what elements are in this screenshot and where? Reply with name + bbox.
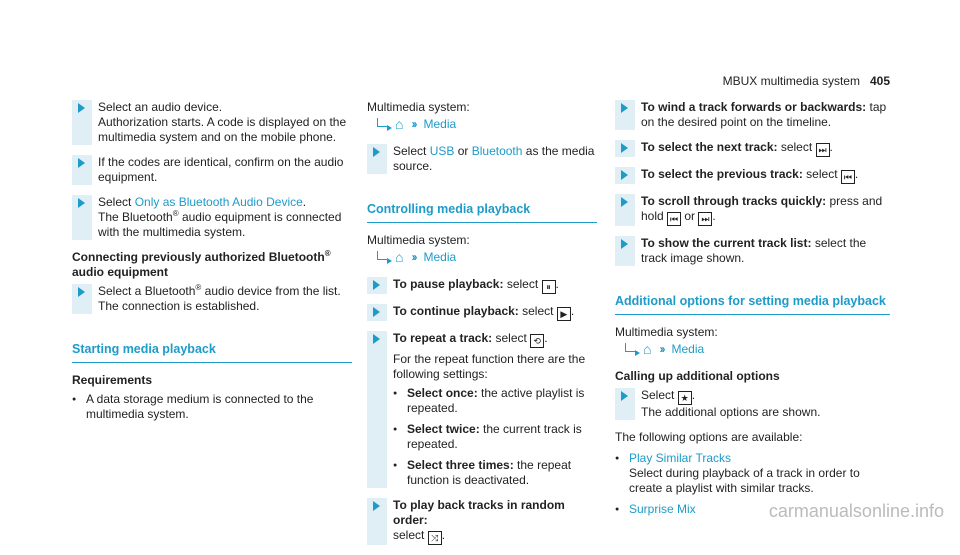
column-2: Multimedia system: ⌂ ›› Media Select USB or Bluetooth as the media source. Controlling media playback Multimedia system: ⌂ ›› Media To pause playback: select ⏸ . To continue playback: select ▶ . To repeat a track: select ⟲ . For the repeat function there are the following settings: ● Select once: the active playlist is repeated. ● Select twice: the current track is repeated. ● Select three times: the repeat function is deactivated. To play back tracks in random order: select ⤨ .	[367, 100, 597, 555]
list-item: ● A data storage medium is connected to the multimedia system.	[72, 392, 352, 422]
previous-track-icon: ⏮	[667, 212, 681, 226]
path-arrow-icon	[625, 343, 635, 352]
chevron-icon: ››	[411, 117, 416, 131]
step-arrow-icon	[78, 158, 85, 168]
subheading: Calling up additional options	[615, 369, 780, 383]
step: To play back tracks in random order: select ⤨ .	[367, 498, 597, 545]
step-arrow-icon	[78, 198, 85, 208]
step-arrow-icon	[373, 280, 380, 290]
step: To continue playback: select ▶ .	[367, 304, 597, 321]
step: To select the next track: select ⏭ .	[615, 140, 890, 157]
next-track-icon: ⏭	[816, 143, 830, 157]
step: Select Only as Bluetooth Audio Device. The Bluetooth® audio equipment is connected with the multimedia system.	[72, 195, 352, 240]
page-number: 405	[869, 74, 890, 88]
shuffle-icon: ⤨	[428, 531, 442, 545]
home-icon: ⌂	[395, 249, 404, 265]
step-arrow-icon	[621, 103, 628, 113]
section-name: MBUX multimedia system	[722, 74, 860, 88]
step: Select ★ . The additional options are shown.	[615, 388, 890, 420]
previous-track-icon: ⏮	[841, 170, 855, 184]
list-item: ● Select three times: the repeat function is deactivated.	[393, 458, 597, 488]
step: Select USB or Bluetooth as the media source.	[367, 144, 597, 174]
step-arrow-icon	[78, 103, 85, 113]
step-arrow-icon	[621, 143, 628, 153]
step: Select a Bluetooth® audio device from the list. The connection is established.	[72, 284, 352, 314]
menu-link-only-bluetooth: Only as Bluetooth Audio Device	[134, 195, 303, 209]
list-item: ● Play Similar Tracks Select during playback of a track in order to create a playlist with similar tracks.	[615, 451, 890, 496]
list-item: ● Surprise Mix	[615, 502, 890, 517]
step: To repeat a track: select ⟲ . For the repeat function there are the following settings: ● Select once: the active playlist is repeated. ● Select twice: the current track is repeated. ● Select three times: the repeat function is deactivated.	[367, 331, 597, 488]
step: To scroll through tracks quickly: press and hold ⏮ or ⏭ .	[615, 194, 890, 226]
subheading: Connecting previously authorized Bluetooth® audio equipment	[72, 249, 331, 279]
chevron-icon: ››	[659, 342, 664, 356]
step: Select an audio device. Authorization starts. A code is displayed on the multimedia system and on the mobile phone.	[72, 100, 352, 145]
step-arrow-icon	[373, 307, 380, 317]
step-arrow-icon	[373, 501, 380, 511]
step-arrow-icon	[373, 334, 380, 344]
next-track-icon: ⏭	[698, 212, 712, 226]
play-icon: ▶	[557, 307, 571, 321]
step-arrow-icon	[373, 147, 380, 157]
menu-path: ⌂ ›› Media	[377, 250, 597, 265]
menu-path: ⌂ ›› Media	[377, 117, 597, 132]
requirements-heading: Requirements	[72, 373, 153, 387]
pause-icon: ⏸	[542, 280, 556, 294]
list-item: ● Select once: the active playlist is repeated.	[393, 386, 597, 416]
step-arrow-icon	[621, 197, 628, 207]
section-title: Starting media playback	[72, 342, 352, 363]
section-title: Additional options for setting media playback	[615, 294, 890, 315]
step: To pause playback: select ⏸ .	[367, 277, 597, 294]
step-arrow-icon	[78, 287, 85, 297]
step: If the codes are identical, confirm on the audio equipment.	[72, 155, 352, 185]
list-item: ● Select twice: the current track is repeated.	[393, 422, 597, 452]
star-icon: ★	[678, 391, 692, 405]
chevron-icon: ››	[411, 250, 416, 264]
step: To select the previous track: select ⏮ .	[615, 167, 890, 184]
column-1	[72, 100, 352, 428]
step-arrow-icon	[621, 170, 628, 180]
home-icon: ⌂	[395, 116, 404, 132]
section-title: Controlling media playback	[367, 202, 597, 223]
menu-path: ⌂ ›› Media	[625, 342, 890, 357]
path-arrow-icon	[377, 251, 387, 260]
step-arrow-icon	[621, 391, 628, 401]
step: To show the current track list: select the track image shown.	[615, 236, 890, 266]
home-icon: ⌂	[643, 341, 652, 357]
step: To wind a track forwards or backwards: tap on the desired point on the timeline.	[615, 100, 890, 130]
repeat-icon: ⟲	[530, 334, 544, 348]
step-arrow-icon	[621, 239, 628, 249]
page-header	[723, 74, 890, 89]
watermark: carmanualsonline.info	[768, 501, 944, 521]
path-arrow-icon	[377, 118, 387, 127]
column-3: To wind a track forwards or backwards: tap on the desired point on the timeline. To select the next track: select ⏭ . To select the previous track: select ⏮ . To scroll through tracks quickly: press and hold ⏮ or ⏭ . To show the current track list: select the track image shown. Additional options for setting media playback Multimedia system: ⌂ ›› Media Calling up additional options Select ★ . The additional options are shown. The following options are available: ● Play Similar Tracks Select during playback of a track in order to create a playlist with similar tracks. ● Surprise Mix	[615, 100, 890, 523]
